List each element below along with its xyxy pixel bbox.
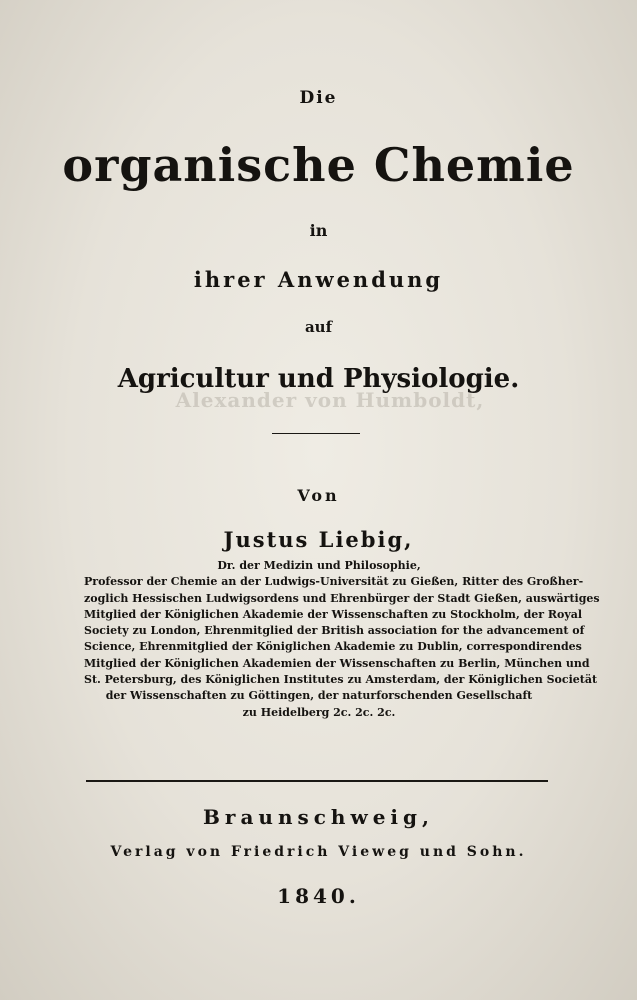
publication-year: 1840. [277,884,360,908]
bleed-through-text: Alexander von Humboldt, [175,388,485,412]
credential-line: zu Heidelberg 2c. 2c. 2c. [242,705,396,719]
main-title: organische Chemie [62,138,575,192]
short-divider [272,433,360,434]
credential-line: Mitglied der Königlichen Akademie der Wissenschaften zu Stockholm, der Royal [84,607,583,621]
title-line-die: Die [299,88,338,108]
title-line-anwendung: ihrer Anwendung [193,267,444,292]
author-credentials [84,558,600,721]
publication-city: Braunschweig, [203,805,434,829]
title-line-in: in [309,221,328,240]
credential-line: zoglich Hessischen Ludwigsordens und Ehrenbürger der Stadt Gießen, auswärtiges [84,591,600,605]
credential-line: Society zu London, Ehrenmitglied der British association for the advancement of [84,624,585,638]
by-line: Von [297,486,340,505]
credential-line: Science, Ehrenmitglied der Königlichen Akademie zu Dublin, correspondirendes [84,640,582,654]
credential-line: Dr. der Medizin und Philosophie, [217,559,421,572]
credential-line: St. Petersburg, des Königlichen Institutes zu Amsterdam, der Königlichen Societät [84,673,598,687]
subject-title: Agricultur und Physiologie. [117,364,520,394]
long-divider [86,780,548,782]
credential-line: Mitglied der Königlichen Akademien der Wissenschaften zu Berlin, München und [84,656,590,670]
credential-line: Professor der Chemie an der Ludwigs-Universität zu Gießen, Ritter des Großher- [84,575,584,589]
credential-line: der Wissenschaften zu Göttingen, der naturforschenden Gesellschaft [105,689,533,703]
author-name: Justus Liebig, [223,527,414,552]
publisher-line: Verlag von Friedrich Vieweg und Sohn. [110,844,527,860]
title-line-auf: auf [304,318,333,336]
